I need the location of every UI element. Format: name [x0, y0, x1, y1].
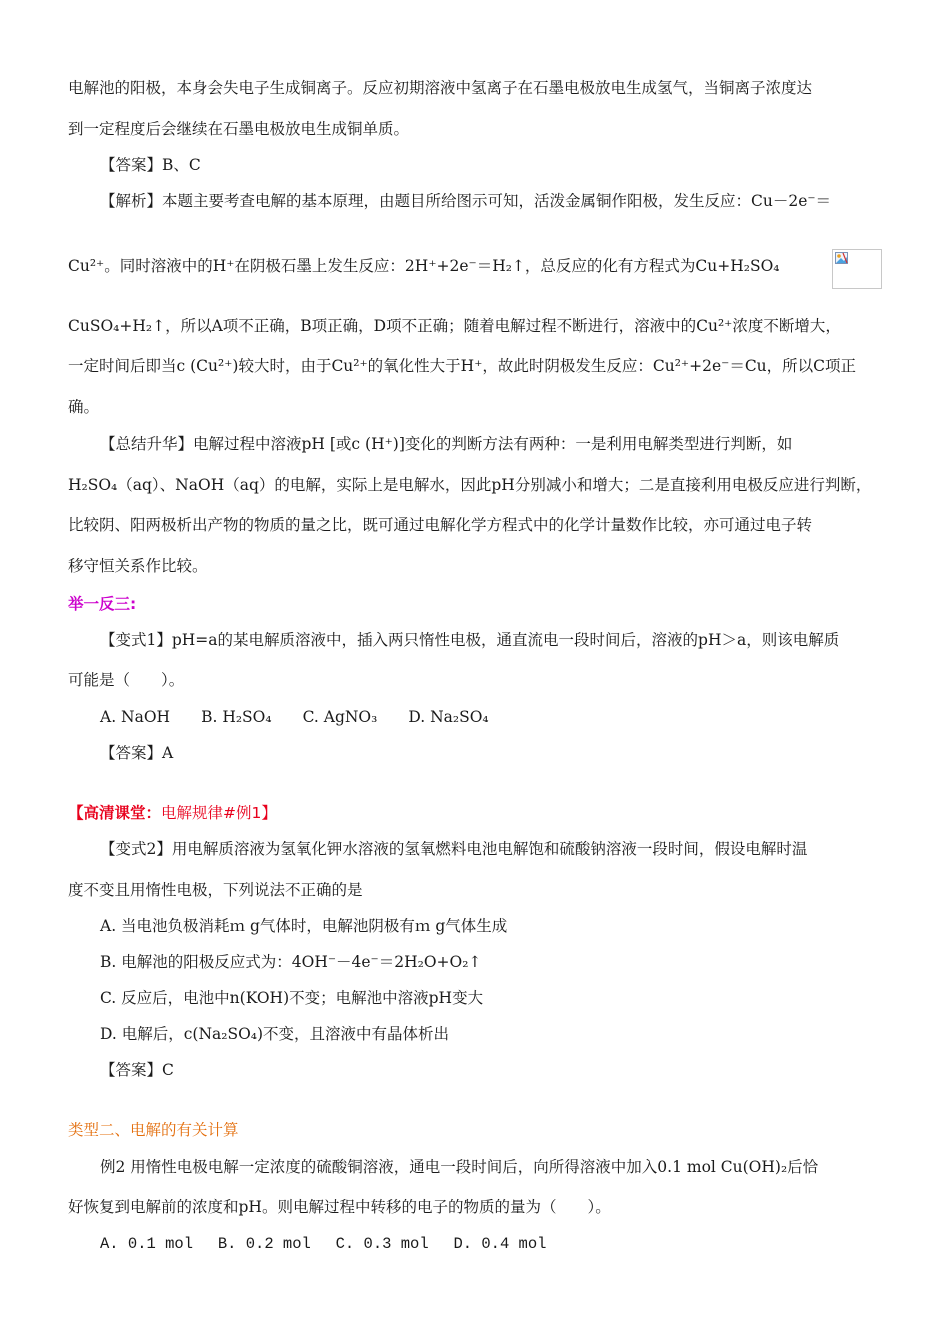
section-heading: 举一反三:	[68, 595, 137, 613]
option-a: A. 当电池负极消耗ｍ g气体时，电解池阴极有ｍ g气体生成	[100, 917, 508, 935]
option-c: C. 反应后，电池中n(KOH)不变；电解池中溶液pH变大	[100, 989, 484, 1007]
options-line: A. NaOH B. H₂SO₄ C. AgNO₃ D. Na₂SO₄	[100, 708, 489, 726]
answer-line: 【答案】A	[100, 744, 174, 762]
classroom-tag-link: 电解规律#例1】	[161, 804, 277, 822]
broken-image-placeholder	[832, 249, 882, 289]
paragraph-line: 到一定程度后会继续在石墨电极放电生成铜单质。	[68, 120, 410, 138]
broken-image-icon	[835, 252, 848, 264]
analysis-line: Cu²⁺。同时溶液中的H⁺在阴极石墨上发生反应：2H⁺+2e⁻＝H₂↑，总反应的化有方程式为Cu+H₂SO₄	[68, 257, 780, 275]
variant-question-line: 【变式1】pH=a的某电解质溶液中，插入两只惰性电极，通直流电一段时间后，溶液的pH＞a，则该电解质	[100, 631, 840, 649]
variant-question-line: 可能是（ ）。	[68, 671, 185, 689]
type-heading: 类型二、电解的有关计算	[68, 1121, 239, 1139]
example-line: 好恢复到电解前的浓度和pH。则电解过程中转移的电子的物质的量为（ ）。	[68, 1198, 611, 1216]
variant-question-line: 度不变且用惰性电极，下列说法不正确的是	[68, 881, 363, 899]
classroom-tag	[68, 803, 277, 823]
analysis-line: 【解析】本题主要考查电解的基本原理，由题目所给图示可知，活泼金属铜作阳极，发生反应：Cu－2e⁻＝	[100, 192, 832, 210]
option-b: B. 电解池的阳极反应式为：4OH⁻－4e⁻＝2H₂O+O₂↑	[100, 953, 482, 971]
option-d: D. 电解后，c(Na₂SO₄)不变，且溶液中有晶体析出	[100, 1025, 450, 1043]
answer-line: 【答案】B、C	[100, 156, 201, 174]
variant-question-line: 【变式2】用电解质溶液为氢氧化钾水溶液的氢氧燃料电池电解饱和硫酸钠溶液一段时间，假设电解时温	[100, 840, 808, 858]
paragraph-line: 电解池的阳极，本身会失电子生成铜离子。反应初期溶液中氢离子在石墨电极放电生成氢气，当铜离子浓度达	[68, 79, 813, 97]
answer-line: 【答案】C	[100, 1061, 174, 1079]
summary-line: 【总结升华】电解过程中溶液pH [或c (H⁺)]变化的判断方法有两种：一是利用电解类型进行判断，如	[100, 435, 793, 453]
summary-line: 移守恒关系作比较。	[68, 557, 208, 575]
analysis-line: 一定时间后即当c (Cu²⁺)较大时，由于Cu²⁺的氧化性大于H⁺，故此时阴极发生反应：Cu²⁺+2e⁻＝Cu，所以C项正	[68, 357, 857, 375]
analysis-line: CuSO₄+H₂↑，所以A项不正确，B项正确，D项不正确；随着电解过程不断进行，溶液中的Cu²⁺浓度不断增大，	[68, 317, 841, 335]
analysis-line: 确。	[68, 398, 100, 416]
example-line: 例2 用惰性电极电解一定浓度的硫酸铜溶液，通电一段时间后，向所得溶液中加入0.1 mol Cu(OH)₂后恰	[100, 1158, 819, 1176]
classroom-tag-label: 【高清课堂：	[68, 804, 162, 822]
options-line: A. 0.1 mol B. 0.2 mol C. 0.3 mol D. 0.4 mol	[100, 1235, 547, 1253]
summary-line: H₂SO₄（aq）、NaOH（aq）的电解，实际上是电解水，因此pH分别减小和增大；二是直接利用电极反应进行判断，	[68, 476, 872, 494]
summary-line: 比较阴、阳两极析出产物的物质的量之比，既可通过电解化学方程式中的化学计量数作比较，亦可通过电子转	[68, 516, 813, 534]
